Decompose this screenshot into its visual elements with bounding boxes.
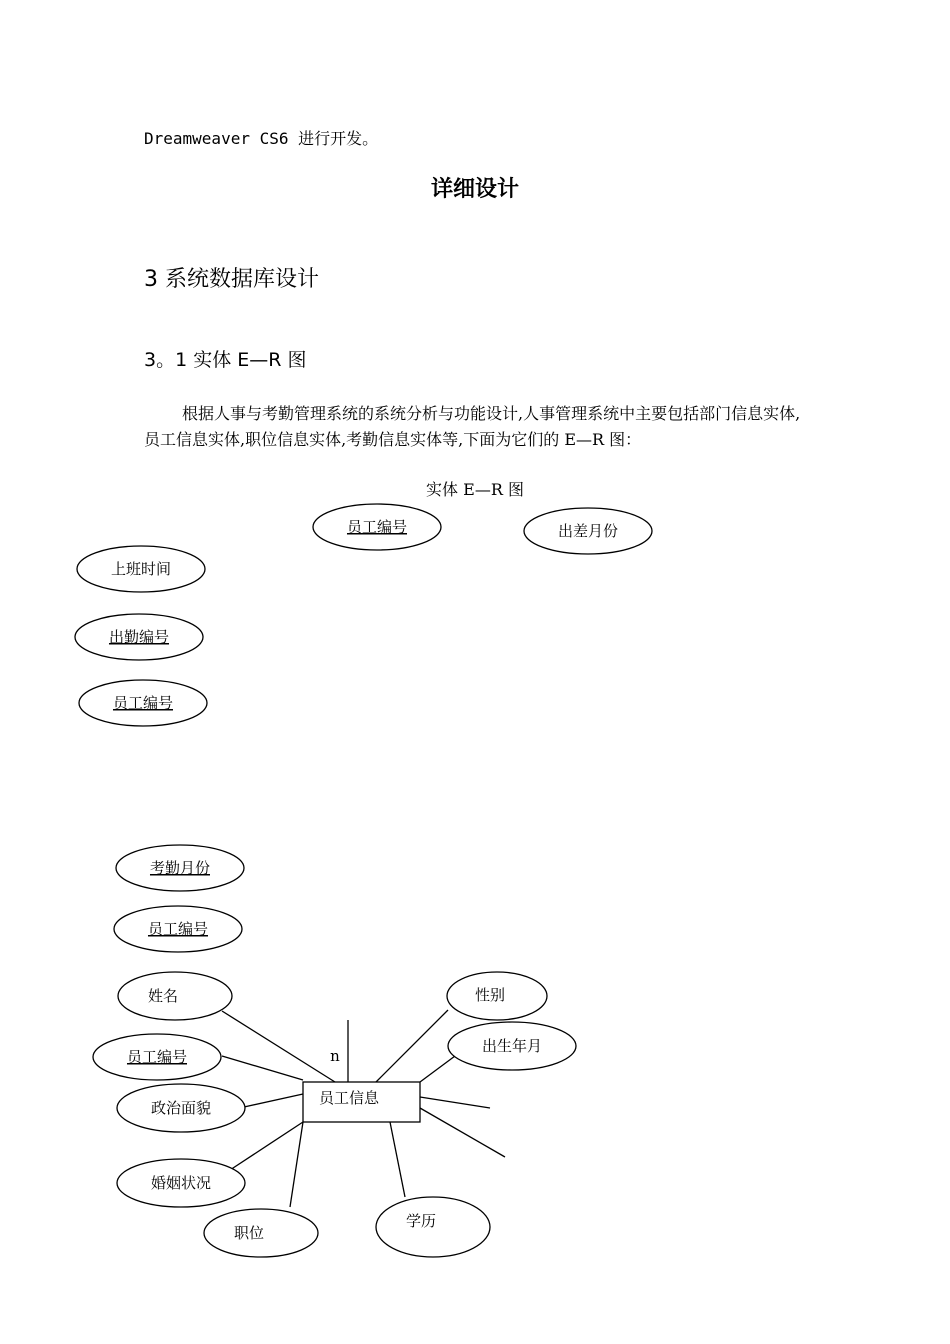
attribute-label: 员工编号 (112, 694, 174, 712)
attribute-label: 职位 (233, 1224, 265, 1242)
connector-line (244, 1094, 303, 1107)
connector-line (290, 1122, 303, 1207)
connector-line (420, 1108, 505, 1157)
attribute-label: 员工编号 (346, 518, 408, 536)
connector-line (420, 1097, 490, 1108)
attribute-label: 出生年月 (481, 1037, 543, 1055)
attribute-label: 员工编号 (126, 1048, 188, 1066)
attribute-label: 婚姻状况 (150, 1174, 212, 1192)
connector-line (390, 1122, 405, 1197)
connector-line (420, 1056, 455, 1082)
cardinality-label: n (330, 1047, 340, 1065)
attribute-label: 考勤月份 (149, 859, 211, 877)
attribute-label: 上班时间 (110, 560, 172, 578)
chapter-heading: 3 系统数据库设计 (144, 267, 319, 292)
connector-line (222, 1011, 335, 1082)
sub-heading: 3。1 实体 E—R 图 (144, 349, 307, 371)
attribute-label: 出差月份 (557, 522, 619, 540)
attribute-label: 学历 (405, 1212, 437, 1230)
attribute-label: 姓名 (147, 987, 179, 1005)
entity-label: 员工信息 (318, 1089, 380, 1107)
figure-caption: 实体 E—R 图 (426, 480, 524, 499)
body-paragraph: 根据人事与考勤管理系统的系统分析与功能设计,人事管理系统中主要包括部门信息实体,员工信息实体,职位信息实体,考勤信息实体等,下面为它们的 E—R 图： (144, 404, 801, 449)
section-title: 详细设计 (430, 177, 519, 202)
attribute-label: 性别 (474, 986, 506, 1004)
attribute-label: 政治面貌 (150, 1099, 212, 1117)
connector-line (222, 1056, 303, 1080)
connector-line (376, 1010, 448, 1082)
connector-line (230, 1122, 303, 1170)
intro-line: Dreamweaver CS6 进行开发。 (144, 129, 379, 148)
attribute-label: 员工编号 (147, 920, 209, 938)
attribute-label: 出勤编号 (108, 628, 170, 646)
